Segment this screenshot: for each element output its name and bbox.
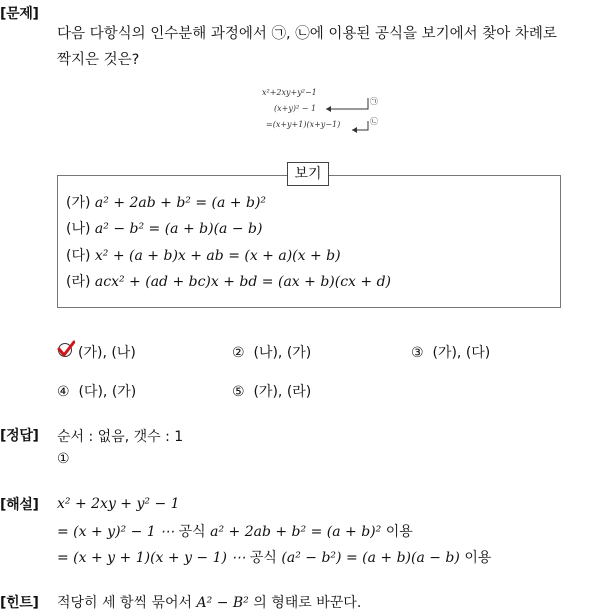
bogi-item <box>66 218 262 238</box>
solution-line2-word: 공식 <box>178 524 206 540</box>
bogi-item <box>66 192 266 212</box>
bogi-item-formula: x² + (a + b)x + ab = (x + a)(x + b) <box>94 248 341 264</box>
solution-line3-use: 이용 <box>464 550 492 566</box>
solution-line3-math: = (x + y + 1)(x + y − 1) ⋯ <box>57 550 246 566</box>
solution-line1: x² + 2xy + y² − 1 <box>57 496 180 512</box>
solution-line2 <box>57 521 413 541</box>
hint-text <box>57 592 361 612</box>
bogi-item-formula: a² + 2ab + b² = (a + b)² <box>94 195 267 211</box>
solution-line2-formula: a² + 2ab + b² = (a + b)² <box>210 524 382 540</box>
solution-line2-use: 이용 <box>385 524 413 540</box>
choice-3-number: ③ <box>411 345 424 361</box>
problem-tag: [문제] <box>0 6 39 22</box>
bogi-item-formula: a² − b² = (a + b)(a − b) <box>94 221 263 237</box>
choice-4[interactable] <box>57 381 136 401</box>
answer-tag: [정답] <box>0 428 39 444</box>
solution-line3-word: 공식 <box>249 550 277 566</box>
figure-mark-1: ㉠ <box>370 97 378 106</box>
bogi-item-label: (가) <box>66 195 91 211</box>
choice-2-number: ② <box>232 345 245 361</box>
problem-text-line2: 짝지은 것은? <box>57 52 140 68</box>
bogi-title: 보기 <box>287 162 329 186</box>
figure-line2: (x+y)² − 1 <box>274 104 317 113</box>
solution-line3-formula: (a² − b²) = (a + b)(a − b) <box>281 550 460 566</box>
choice-3-text: (가), (다) <box>432 345 491 361</box>
choice-2[interactable] <box>232 342 311 362</box>
answer-meta: 순서 : 없음, 갯수 : 1 <box>57 429 184 445</box>
bogi-item-formula: acx² + (ad + bc)x + bd = (ax + b)(cx + d) <box>94 274 391 290</box>
bogi-item <box>66 271 391 291</box>
solution-line3 <box>57 547 491 567</box>
factorization-figure <box>262 88 392 134</box>
solution-tag: [해설] <box>0 497 39 513</box>
choice-3[interactable] <box>411 342 490 362</box>
figure-mark-2: ㉡ <box>370 117 378 126</box>
figure-line1: x²+2xy+y²−1 <box>262 88 317 97</box>
arrow-icon <box>324 94 374 134</box>
choice-5-number: ⑤ <box>232 384 245 400</box>
bogi-item-label: (다) <box>66 248 91 264</box>
hint-pre: 적당히 세 항씩 묶어서 <box>57 595 193 611</box>
hint-post: 의 형태로 바꾼다. <box>253 595 362 611</box>
choice-5-text: (가), (라) <box>253 384 312 400</box>
bogi-item-label: (나) <box>66 221 91 237</box>
choice-5[interactable] <box>232 381 311 401</box>
choice-4-text: (다), (가) <box>78 384 137 400</box>
choice-1[interactable] <box>78 342 136 362</box>
hint-tag: [힌트] <box>0 595 39 611</box>
bogi-item <box>66 245 341 265</box>
problem-text-line1: 다음 다항식의 인수분해 과정에서 ㉠, ㉡에 이용된 공식을 보기에서 찾아 차례로 <box>57 26 557 42</box>
choice-1-text: (가), (나) <box>78 345 136 361</box>
solution-line2-math: = (x + y)² − 1 ⋯ <box>57 524 175 540</box>
figure-line3: =(x+y+1)(x+y−1) <box>266 120 341 129</box>
choice-2-text: (나), (가) <box>253 345 312 361</box>
answer-value: ① <box>57 451 70 467</box>
hint-formula: A² − B² <box>196 595 249 611</box>
choice-4-number: ④ <box>57 384 70 400</box>
checkmark-icon <box>57 340 75 358</box>
bogi-item-label: (라) <box>66 274 91 290</box>
